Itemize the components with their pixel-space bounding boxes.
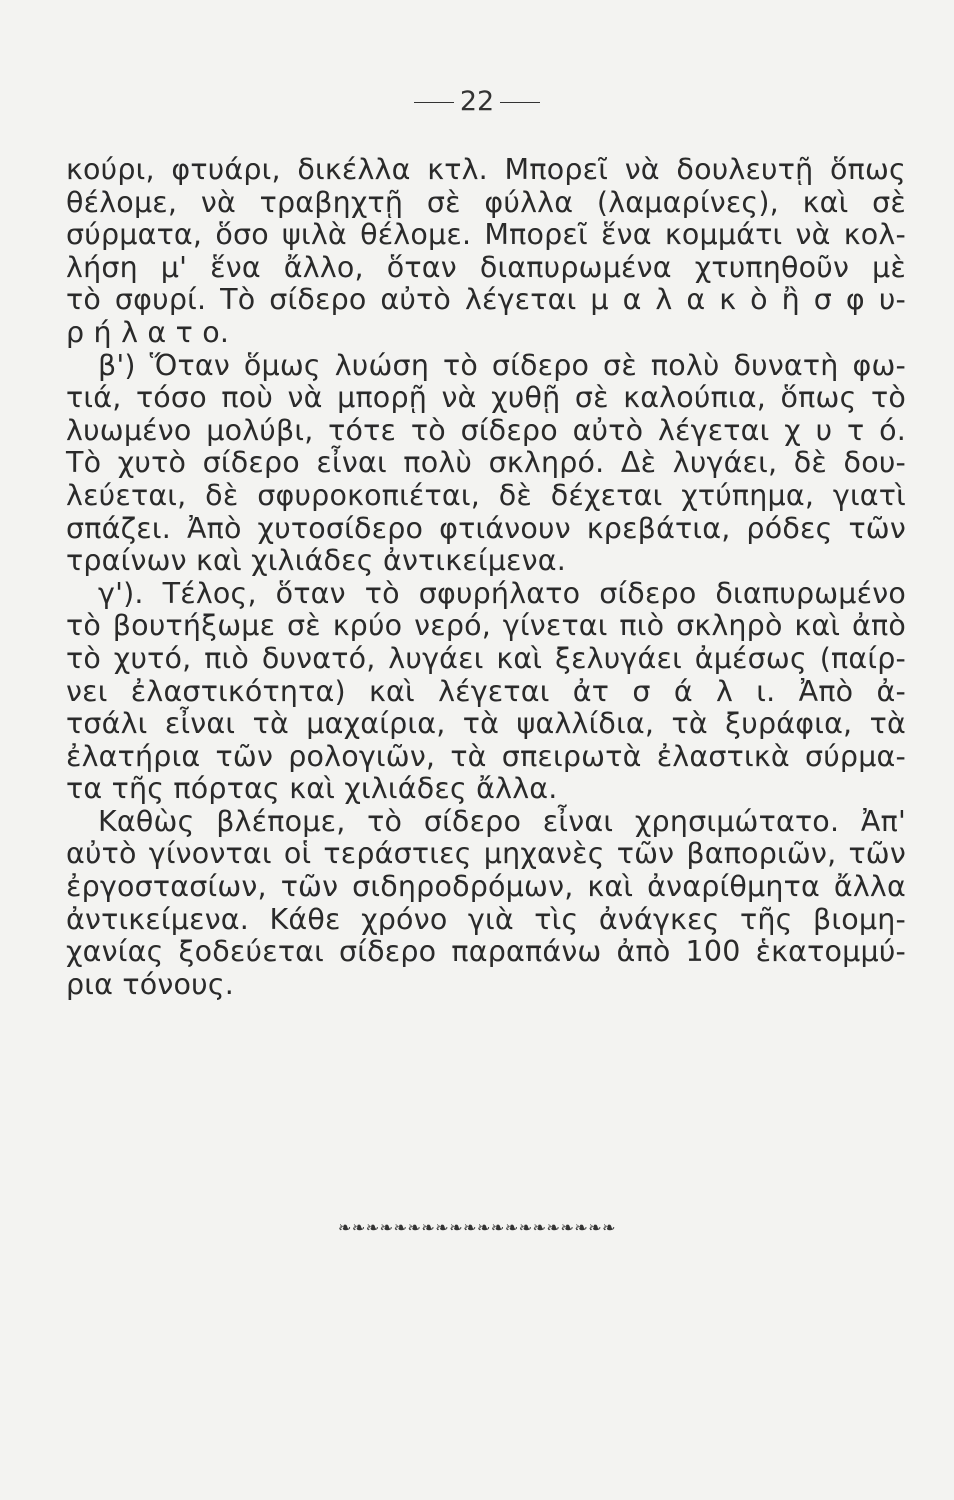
text-line: τσάλι εἶναι τὰ μαχαίρια, τὰ ψαλλίδια, τὰ ξυράφια, τὰ xyxy=(66,707,906,741)
text-line: θέλομε, νὰ τραβηχτῇ σὲ φύλλα (λαμαρίνες), καὶ σὲ xyxy=(66,185,906,219)
text-line: τὸ βουτήξωμε σὲ κρύο νερό, γίνεται πιὸ σκληρὸ καὶ ἀπὸ xyxy=(66,609,906,643)
text-line: λυωμένο μολύβι, τότε τὸ σίδερο αὐτὸ λέγεται χ υ τ ό. xyxy=(66,413,906,447)
text-line: αὐτὸ γίνονται οἱ τεράστιες μηχανὲς τῶν βαποριῶν, τῶν xyxy=(66,837,906,871)
text-line: τραίνων καὶ χιλιάδες ἀντικείμενα. xyxy=(66,544,567,578)
text-line: Τὸ χυτὸ σίδερο εἶναι πολὺ σκληρό. Δὲ λυγάει, δὲ δου- xyxy=(66,446,906,480)
text-line: τὸ χυτό, πιὸ δυνατό, λυγάει καὶ ξελυγάει ἀμέσως (παίρ- xyxy=(66,641,906,675)
text-line: σπάζει. Ἀπὸ χυτοσίδερο φτιάνουν κρεβάτια, ρόδες τῶν xyxy=(66,511,906,545)
text-line: λήση μ' ἕνα ἄλλο, ὅταν διαπυρωμένα χτυπηθοῦν μὲ xyxy=(66,250,906,284)
text-line: χανίας ξοδεύεται σίδερο παραπάνω ἀπὸ 100 ἑκατομμύ- xyxy=(66,935,906,969)
text-line: ρ ή λ α τ ο. xyxy=(66,315,230,349)
text-line: σύρματα, ὅσο ψιλὰ θέλομε. Μπορεῖ ἕνα κομμάτι νὰ κολ- xyxy=(66,218,906,252)
text-line: β') Ὅταν ὅμως λυώση τὸ σίδερο σὲ πολὺ δυνατὴ φω- xyxy=(98,348,906,382)
text-line: ἀντικείμενα. Κάθε χρόνο γιὰ τὶς ἀνάγκες τῆς βιομη- xyxy=(66,902,906,936)
decorative-ornament: ❧❧❧❧❧❧❧❧❧❧❧❧❧❧❧❧❧❧❧❧ xyxy=(337,1218,617,1237)
text-line: ἐργοστασίων, τῶν σιδηροδρόμων, καὶ ἀναρίθμητα ἄλλα xyxy=(66,870,906,904)
page-number-text: 22 xyxy=(459,86,495,117)
text-line: τιά, τόσο ποὺ νὰ μπορῇ νὰ χυθῇ σὲ καλούπια, ὅπως τὸ xyxy=(66,381,906,415)
text-line: γ'). Τέλος, ὅταν τὸ σφυρήλατο σίδερο διαπυρωμένο xyxy=(98,576,906,610)
text-line: Καθὼς βλέπομε, τὸ σίδερο εἶναι χρησιμώτατο. Ἀπ' xyxy=(98,804,906,838)
body-text xyxy=(66,154,906,1001)
text-line: ρια τόνους. xyxy=(66,967,235,1001)
text-line: τὸ σφυρί. Τὸ σίδερο αὐτὸ λέγεται μ α λ α κ ὸ ἢ σ φ υ- xyxy=(66,283,906,317)
text-line: τα τῆς πόρτας καὶ χιλιάδες ἄλλα. xyxy=(66,772,558,806)
text-line: λεύεται, δὲ σφυροκοπιέται, δὲ δέχεται χτύπημα, γιατὶ xyxy=(66,478,906,512)
text-line: κούρι, φτυάρι, δικέλλα κτλ. Μπορεῖ νὰ δουλευτῇ ὅπως xyxy=(66,153,906,186)
text-line: νει ἐλαστικότητα) καὶ λέγεται ἀτ σ ά λ ι. Ἀπὸ ἀ- xyxy=(66,674,906,708)
page-number-left-dash xyxy=(414,102,454,103)
text-line: ἐλατήρια τῶν ρολογιῶν, τὰ σπειρωτὰ ἐλαστικὰ σύρμα- xyxy=(66,739,906,773)
page-number-right-dash xyxy=(500,102,540,103)
page-number xyxy=(0,86,954,117)
